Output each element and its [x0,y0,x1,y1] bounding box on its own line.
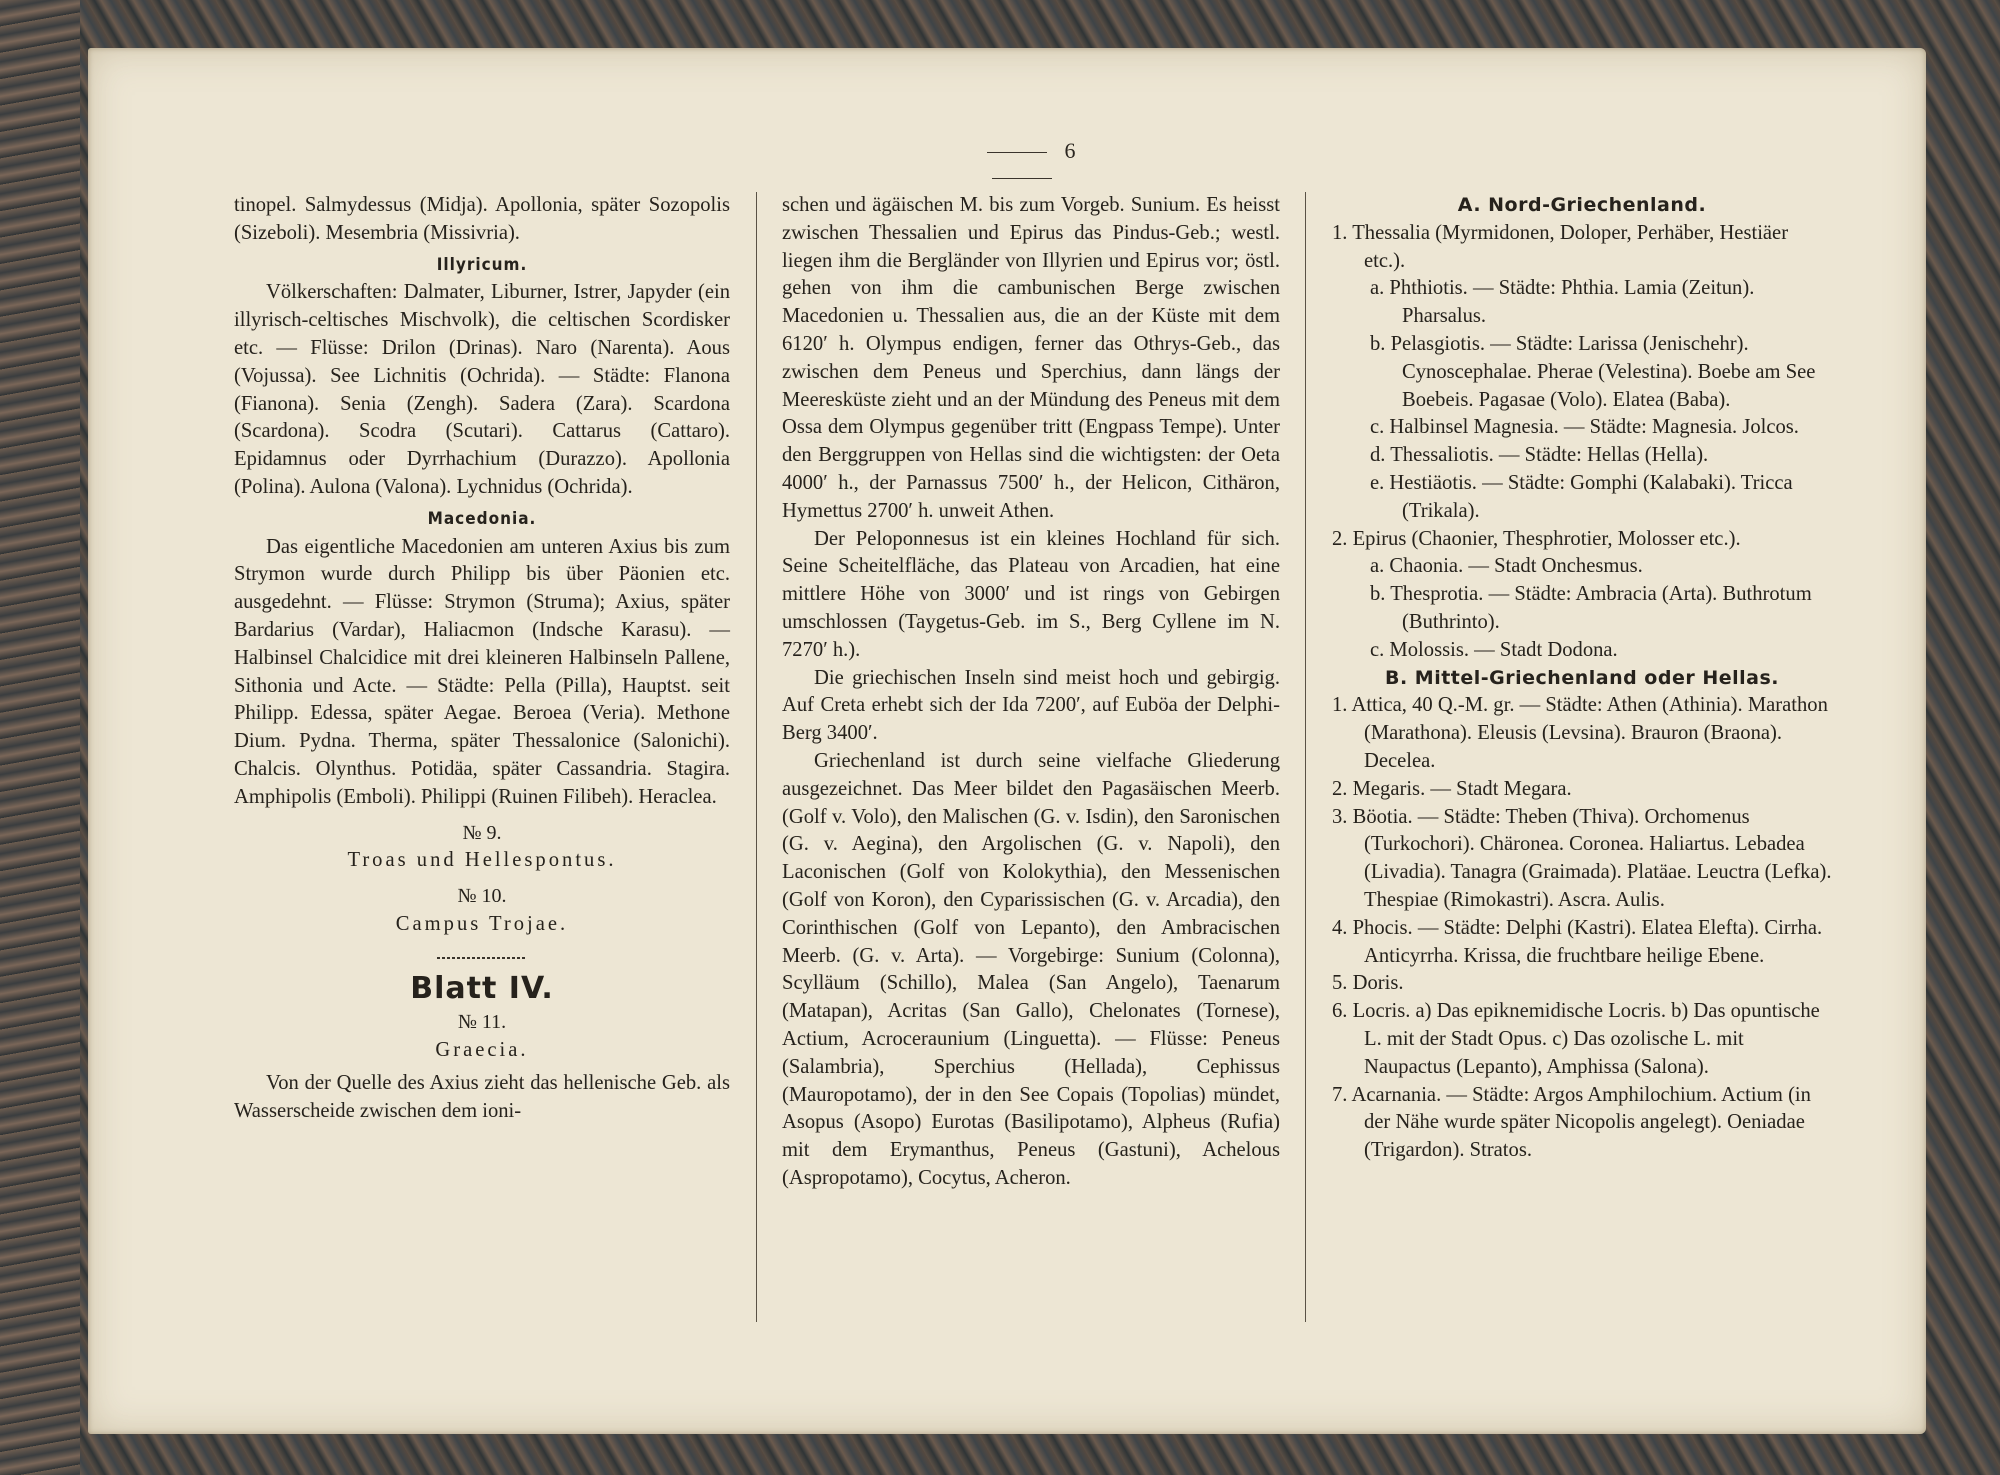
map-number-9: № 9. [462,821,502,844]
map-title-11: Graecia. [435,1038,529,1061]
map-number-10: № 10. [457,885,507,908]
text-column-3 [1332,192,1832,1165]
region-heading-north: A. Nord-Griechenland. [1457,194,1707,216]
paragraph: Der Peloponnesus ist ein kleines Hochland für sich. Seine Scheitelfläche, das Plateau von Arcadien, hat eine mittlere Höhe von 3000′ und ist rings von Gebirgen umschlossen (Taygetus-Geb. im S., Berg Cyllene im N. 7270′ h.). [782,527,1280,661]
paragraph: tinopel. Salmydessus (Midja). Apollonia, später Sozopolis (Sizeboli). Mesembria (Missivria). [234,194,730,244]
list-item: 2. Megaris. — Stadt Megara. [1332,777,1572,800]
paragraph: schen und ägäischen M. bis zum Vorgeb. Sunium. Es heisst zwischen Thessalien und Epirus das Pindus-Geb.; westl. liegen ihm die Bergländer von Illyrien und Epirus vor; östl. gehen von ihm die cambunischen Berge zwischen Macedonien u. Thessalien aus, die an der Küste mit dem 6120′ h. Olympus endigen, ferner das Othrys-Geb., das zwischen dem Peneus und Sperchius, dann längs der Meeresküste zieht und an der Mündung des Peneus mit dem Ossa dem Olympus gegenüber tritt (Engpass Tempe). Unter den Berggruppen von Hellas sind die wichtigsten: der Oeta 4000′ h., der Parnassus 7500′ h., der Helicon, Cithäron, Hymettus 2700′ h. unweit Athen. [782,194,1280,522]
sheet-heading: Blatt IV. [410,970,554,1006]
list-item: 1. Attica, 40 Q.-M. gr. — Städte: Athen (Athinia). Marathon (Marathona). Eleusis (Levsina). Brauron (Braona). Decelea. [1332,694,1828,772]
section-heading-illyricum: Illyricum. [436,254,528,275]
paragraph: Völkerschaften: Dalmater, Liburner, Istrer, Japyder (ein illyrisch-celtisches Mischvolk), die celtischen Scordisker etc. — Flüsse: Drilon (Drinas). Naro (Narenta). Aous (Vojussa). See Lichnitis (Ochrida). — Städte: Flanona (Fianona). Senia (Zengh). Sadera (Zara). Scardona (Scardona). Scodra (Scutari). Cattarus (Cattaro). Epidamnus oder Dyrrhachium (Durazzo). Apollonia (Polina). Aulona (Valona). Lychnidus (Ochrida). [234,281,730,498]
list-item: 1. Thessalia (Myrmidonen, Doloper, Perhäber, Hestiäer etc.). [1332,221,1789,272]
section-heading-macedonia: Macedonia. [427,508,537,529]
list-item: 7. Acarnania. — Städte: Argos Amphilochium. Actium (in der Nähe wurde später Nicopolis angelegt). Oeniadae (Trigardon). Stratos. [1332,1083,1811,1162]
list-item: e. Hestiäotis. — Städte: Gomphi (Kalabaki). Tricca (Trikala). [1370,471,1793,522]
paragraph: Griechenland ist durch seine vielfache Gliederung ausgezeichnet. Das Meer bildet den Pagasäischen Meerb. (Golf v. Volo), den Malischen (G. v. Isdin), den Saronischen (G. v. Aegina), den Argolischen (G. v. Napoli), den Laconischen (Golf von Kolokythia), den Messenischen (Golf von Koron), den Cyparissischen (G. v. Arcadia), den Corinthischen (Golf von Lepanto), den Ambracischen Meerb. (G. v. Arta). — Vorgebirge: Sunium (Colonna), Scylläum (Schillo), Malea (San Angelo), Taenarum (Matapan), Acritas (San Gallo), Chelonates (Tornese), Actium, Acroceraunium (Linguetta). — Flüsse: Peneus (Salambria), Sperchius (Hellada), Cephissus (Mauropotamo), der in den See Copais (Topolias) mündet, Asopus (Asopo) Eurotas (Basilipotamo), Alpheus (Rufia) mit dem Erymanthus, Peneus (Gastuni), Achelous (Aspropotamo), Cocytus, Acheron. [782,749,1280,1189]
list-item: a. Chaonia. — Stadt Onchesmus. [1370,555,1643,578]
list-item: a. Phthiotis. — Städte: Phthia. Lamia (Zeitun). Pharsalus. [1370,277,1755,328]
paragraph: Das eigentliche Macedonien am unteren Axius bis zum Strymon wurde durch Philipp bis über Päonien etc. ausgedehnt. — Flüsse: Strymon (Struma); Axius, später Bardarius (Vardar), Haliacmon (Indsche Karasu). — Halbinsel Chalcidice mit drei kleineren Halbinseln Pallene, Sithonia und Acte. — Städte: Pella (Pilla), Hauptst. seit Philipp. Edessa, später Aegae. Beroea (Veria). Methone Dium. Pydna. Therma, später Thessalonice (Salonichi). Chalcis. Olynthus. Potidäa, später Cassandria. Stagira. Amphipolis (Emboli). Philippi (Ruinen Filibeh). Heraclea. [234,535,730,808]
column-rule-left [756,192,757,1322]
page-number-text: 6 [1064,138,1076,163]
list-item: 5. Doris. [1332,972,1404,995]
page-number-dash-left [987,152,1047,153]
list-item: 4. Phocis. — Städte: Delphi (Kastri). Elatea Elefta). Cirrha. Anticyrrha. Krissa, die fruchtbare heilige Ebene. [1332,916,1823,967]
map-title-10: Campus Trojae. [395,912,569,935]
list-item: 2. Epirus (Chaonier, Thesphrotier, Molosser etc.). [1332,527,1741,550]
text-column-2 [782,192,1280,1193]
book-spine [0,0,80,1475]
list-item: b. Pelasgiotis. — Städte: Larissa (Jenischehr). Cynoscephalae. Pherae (Velestina). Boebe am See Boebeis. Pagasae (Volo). Elatea (Baba). [1370,332,1816,411]
page-number [922,138,1122,190]
list-item: b. Thesprotia. — Städte: Ambracia (Arta). Buthrotum (Buthrinto). [1370,583,1812,633]
text-column-1 [234,192,730,1126]
list-item: c. Halbinsel Magnesia. — Städte: Magnesia. Jolcos. [1370,416,1799,439]
map-title-9: Troas und Hellespontus. [347,849,617,872]
paragraph: Von der Quelle des Axius zieht das hellenische Geb. als Wasserscheide zwischen dem ioni- [234,1072,730,1123]
list-item: d. Thessaliotis. — Städte: Hellas (Hella). [1370,444,1709,467]
map-number-11: № 11. [457,1010,507,1033]
paragraph: Die griechischen Inseln sind meist hoch und gebirgig. Auf Creta erhebt sich der Ida 7200′, auf Euböa der Delphi-Berg 3400′. [782,666,1280,745]
list-item: 6. Locris. a) Das epiknemidische Locris. b) Das opuntische L. mit der Stadt Opus. c) Das ozolische L. mit Naupactus (Lepanto), Amphissa (Salona). [1332,1000,1820,1078]
page-number-dash-right [992,178,1052,179]
region-heading-central: B. Mittel-Griechenland oder Hellas. [1384,666,1779,689]
column-rule-right [1305,192,1306,1322]
list-item: c. Molossis. — Stadt Dodona. [1370,638,1618,661]
list-item: 3. Böotia. — Städte: Theben (Thiva). Orchomenus (Turkochori). Chäronea. Coronea. Haliartus. Lebadea (Livadia). Tanagra (Graimada). Platäae. Leuctra (Lefka). Thespiae (Rimokastri). Ascra. Aulis. [1332,805,1832,911]
ornamental-separator [437,957,527,959]
